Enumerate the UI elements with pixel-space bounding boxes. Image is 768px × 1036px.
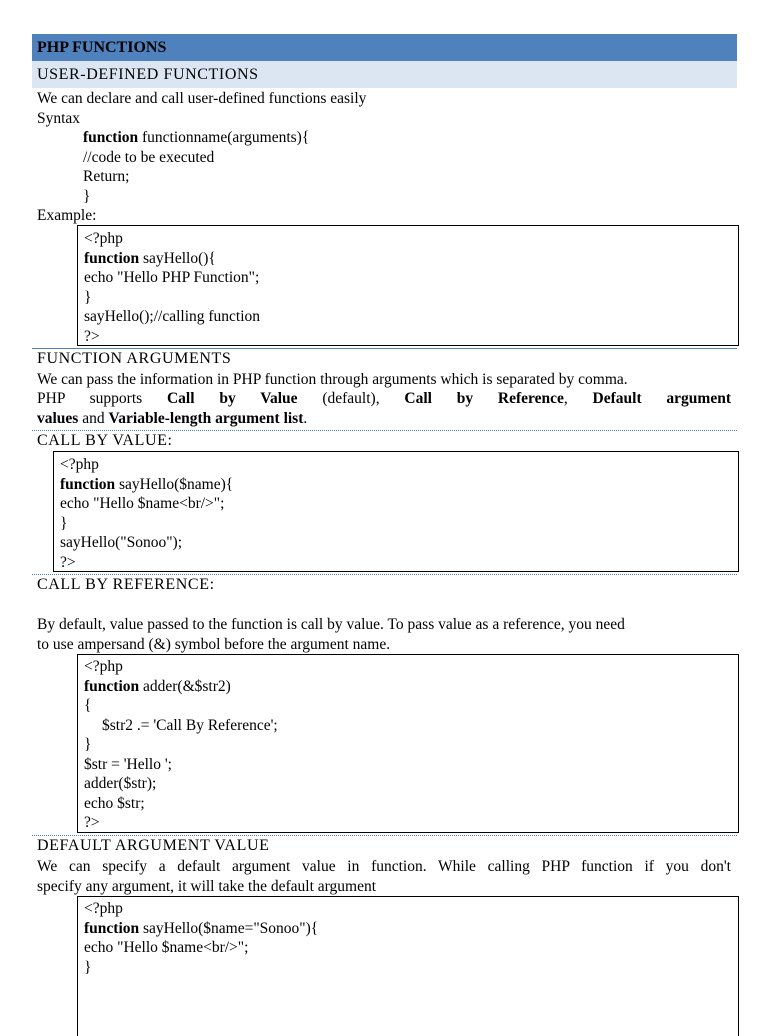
- text: and: [78, 409, 109, 427]
- keyword: function: [60, 475, 116, 493]
- syntax-line-1: [83, 128, 309, 148]
- default-text-line-1: We can specify a default argument value in function. While calling PHP function if you don't: [37, 858, 731, 875]
- code-box-example: [77, 225, 739, 346]
- code-line: sayHello("Sonoo");: [60, 534, 183, 551]
- code-line: sayHello();//calling function: [84, 308, 261, 325]
- code-box-call-by-reference: [77, 654, 739, 833]
- code-line: echo "Hello $name<br/>";: [84, 939, 249, 956]
- code-line: adder($str);: [84, 775, 157, 792]
- args-text-line-2: [37, 389, 731, 409]
- code-box-call-by-value: [53, 451, 739, 572]
- syntax-label: Syntax: [37, 109, 81, 127]
- keyword: function: [84, 677, 140, 695]
- text: .: [303, 409, 308, 427]
- code-line: [84, 919, 318, 939]
- code-text: adder(&$str2): [139, 677, 231, 695]
- code-text: functionname(arguments){: [138, 129, 310, 146]
- ref-text-line-1: By default, value passed to the function is call by value. To pass value as a reference, you need: [37, 616, 625, 633]
- code-line: ?>: [84, 814, 100, 831]
- code-line: {: [84, 697, 92, 714]
- bold-text: values: [37, 409, 79, 427]
- code-line: echo "Hello PHP Function";: [84, 269, 260, 286]
- args-text-line-3: [37, 409, 307, 429]
- code-line: echo "Hello $name<br/>";: [60, 495, 225, 512]
- code-line: <?php: [84, 900, 123, 917]
- code-text: sayHello(){: [139, 249, 216, 267]
- code-line: ?>: [84, 327, 100, 345]
- keyword: function: [84, 919, 140, 937]
- bold-text: Default argument: [592, 390, 731, 407]
- code-line: }: [84, 288, 92, 306]
- code-line: }: [84, 958, 92, 976]
- code-text: sayHello($name){: [115, 475, 234, 493]
- code-line: [84, 677, 231, 697]
- code-line: ?>: [60, 553, 76, 571]
- bold-text: Call by Value: [166, 390, 298, 407]
- code-line: echo $str;: [84, 794, 145, 812]
- code-text: sayHello($name="Sonoo"){: [139, 919, 319, 937]
- ref-text-line-2: to use ampersand (&) symbol before the argument name.: [37, 635, 391, 653]
- code-line: <?php: [84, 230, 123, 247]
- syntax-line-2: //code to be executed: [83, 148, 215, 166]
- text: (default),: [297, 390, 405, 407]
- bold-text: Variable-length argument list: [108, 409, 304, 427]
- example-label: Example:: [37, 207, 97, 224]
- code-line: }: [84, 736, 92, 753]
- code-line: $str = 'Hello ';: [84, 755, 172, 773]
- args-text-line-1: We can pass the information in PHP function through arguments which is separated by comma.: [37, 370, 628, 388]
- code-line: }: [60, 514, 68, 532]
- section-heading-call-by-value: CALL BY VALUE:: [32, 430, 737, 451]
- code-line: [84, 249, 216, 269]
- syntax-line-4: }: [83, 187, 91, 205]
- section-heading-user-defined: USER-DEFINED FUNCTIONS: [32, 61, 737, 88]
- page-title: PHP FUNCTIONS: [32, 34, 737, 61]
- section-heading-call-by-reference: CALL BY REFERENCE:: [32, 574, 737, 595]
- bold-text: Call by Reference: [404, 390, 564, 407]
- section-heading-default-argument: DEFAULT ARGUMENT VALUE: [32, 835, 737, 856]
- text: ,: [563, 390, 593, 407]
- code-line: <?php: [60, 456, 99, 473]
- section-heading-function-arguments: FUNCTION ARGUMENTS: [32, 348, 737, 369]
- default-text-line-2: specify any argument, it will take the default argument: [37, 877, 377, 895]
- code-box-default-argument: [77, 896, 739, 1036]
- code-line: [60, 475, 233, 495]
- syntax-line-3: Return;: [83, 168, 130, 185]
- keyword: function: [84, 249, 140, 267]
- text: PHP supports: [37, 390, 167, 407]
- code-line: <?php: [84, 658, 123, 675]
- intro-text: We can declare and call user-defined functions easily: [37, 90, 367, 107]
- code-line: $str2 .= 'Call By Reference';: [102, 716, 278, 734]
- keyword: function: [83, 129, 139, 146]
